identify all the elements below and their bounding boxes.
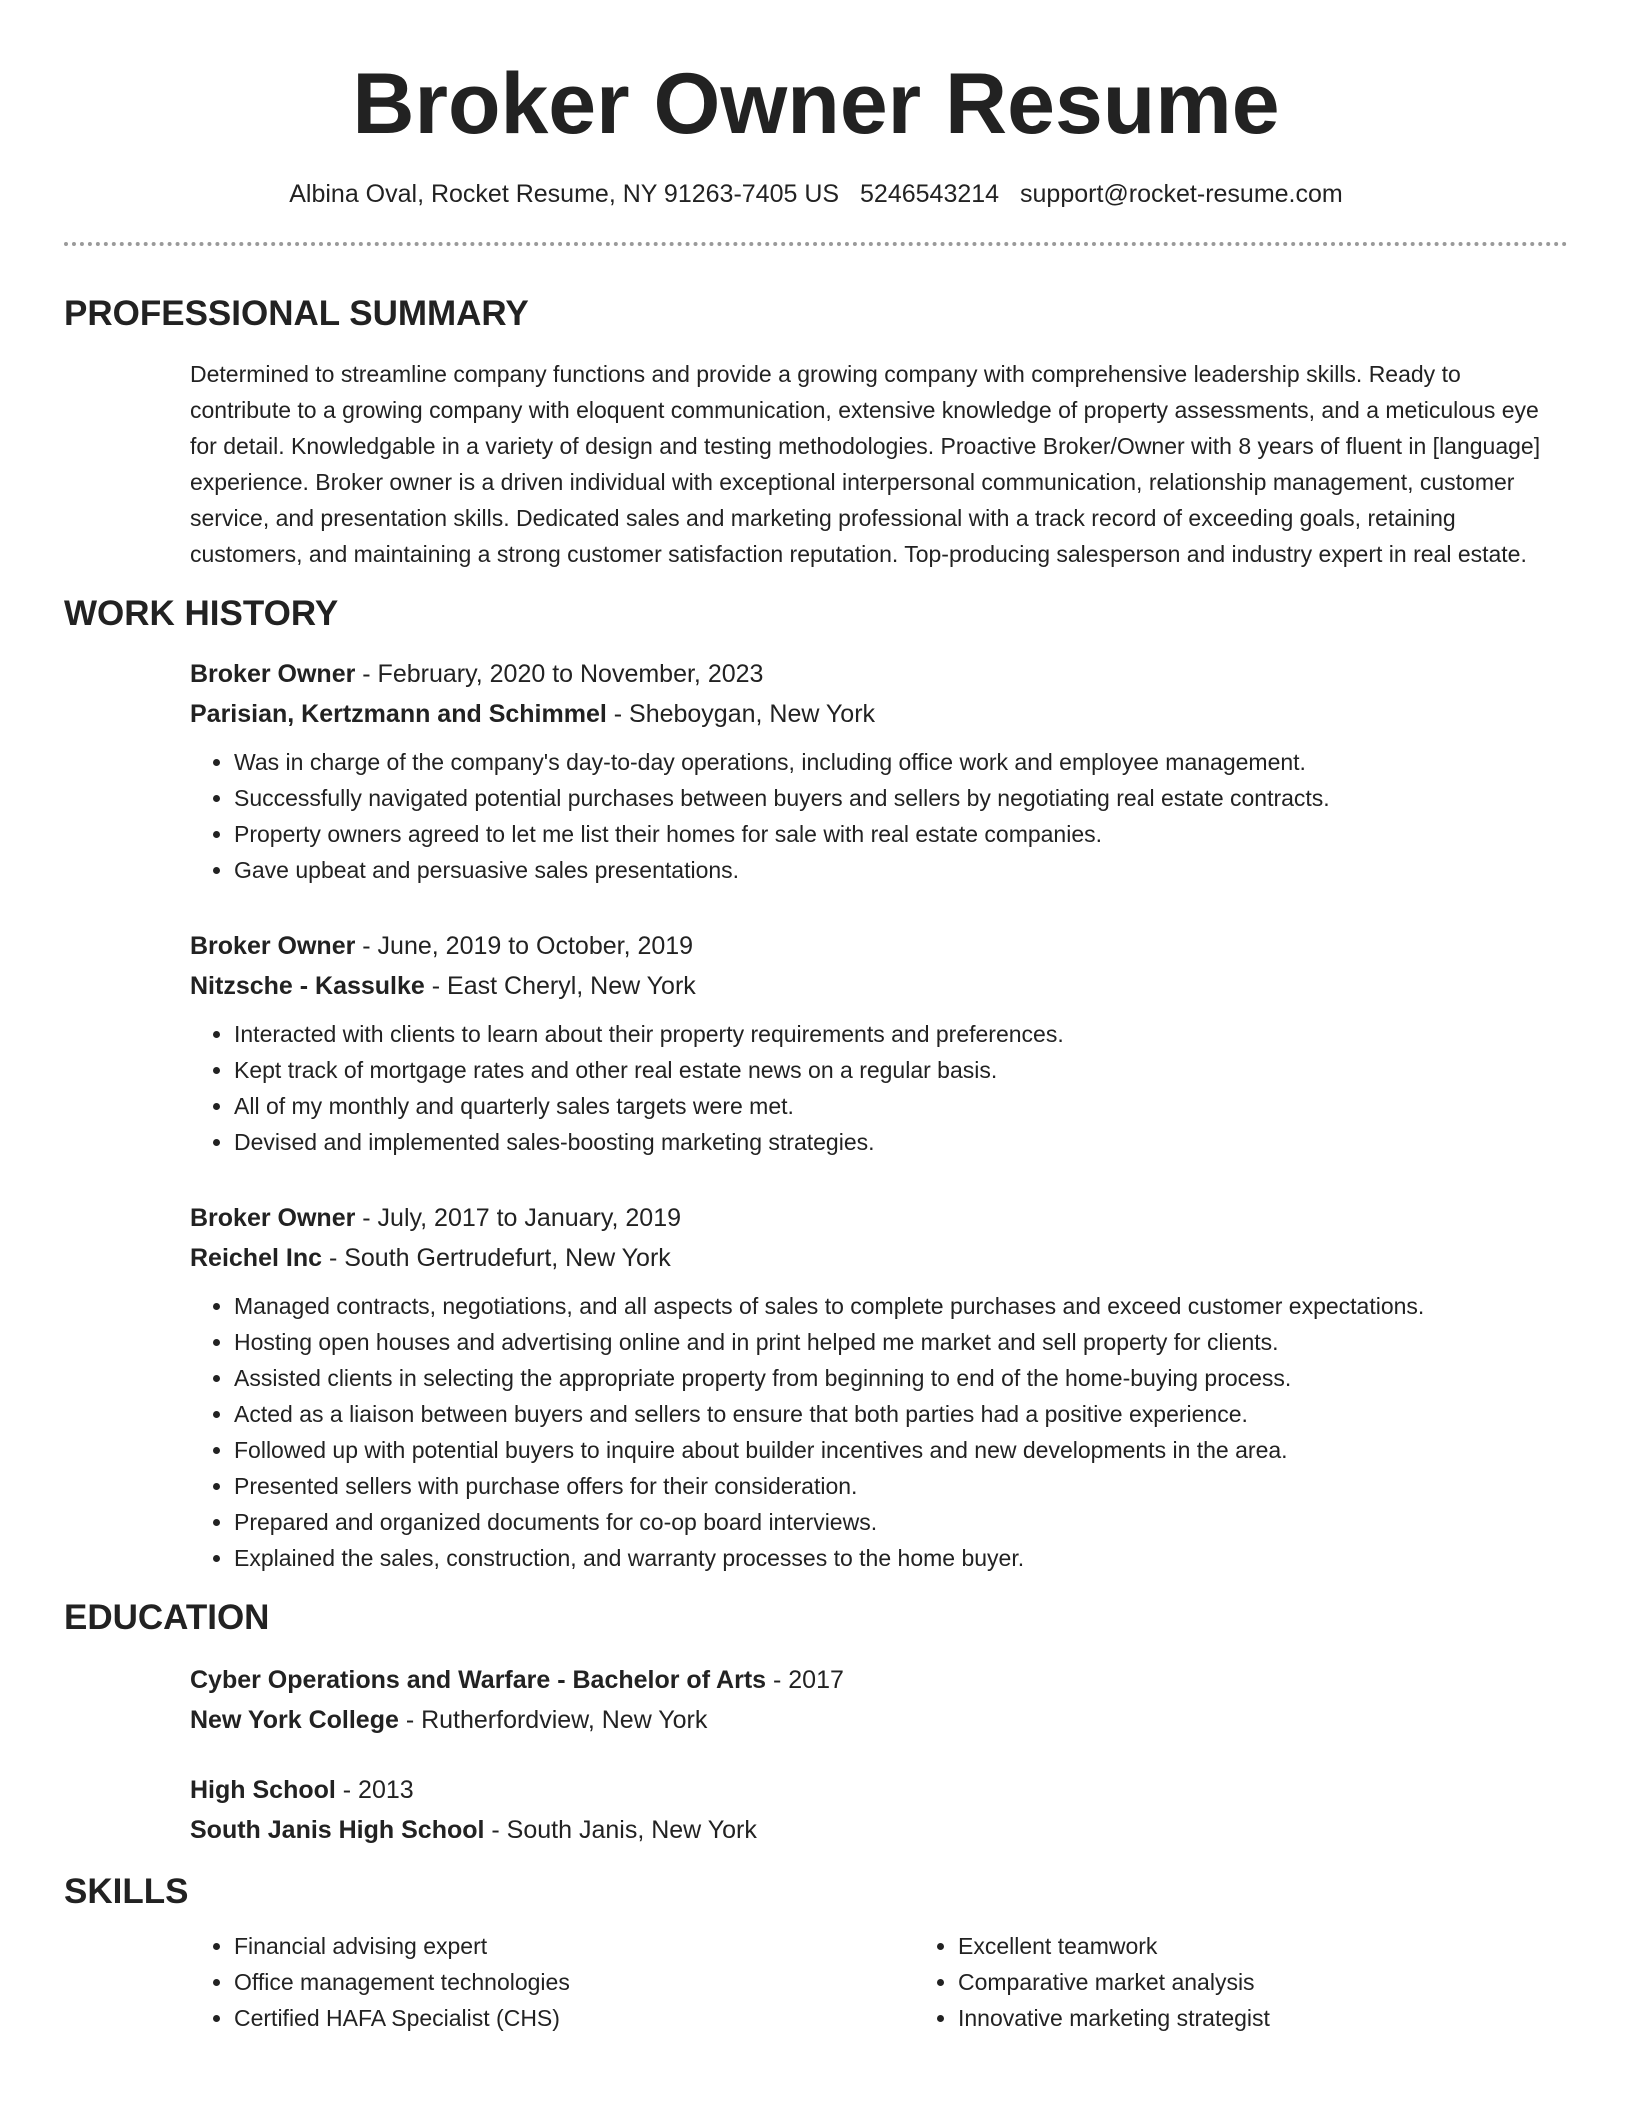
job-bullet: • Managed contracts, negotiations, and all aspects of sales to complete purchases and exceed customer expectations. <box>234 1288 1568 1324</box>
job-bullet: • Prepared and organized documents for co-op board interviews. <box>234 1504 1568 1540</box>
job-entry <box>190 654 1568 888</box>
education-location: - Rutherfordview, New York <box>398 1706 708 1734</box>
skills-list-right <box>914 1928 1568 2036</box>
education-degree-line <box>190 1660 1568 1700</box>
contact-email[interactable]: support@rocket-resume.com <box>1020 180 1343 208</box>
header-divider <box>64 242 1568 246</box>
education-entry <box>190 1770 1568 1850</box>
skill-item: • Excellent teamwork <box>958 1928 1568 1964</box>
education-school-line <box>190 1810 1568 1850</box>
contact-address: Albina Oval, Rocket Resume, NY 91263-7405 US <box>289 180 840 208</box>
job-bullet: • Explained the sales, construction, and warranty processes to the home buyer. <box>234 1540 1568 1576</box>
skills-columns <box>190 1928 1568 2036</box>
job-company: Parisian, Kertzmann and Schimmel <box>190 700 607 728</box>
skills-heading: SKILLS <box>64 1872 189 1911</box>
job-bullet: • Was in charge of the company's day-to-day operations, including office work and employee management. <box>234 744 1568 780</box>
job-bullet: • Followed up with potential buyers to inquire about builder incentives and new developments in the area. <box>234 1432 1568 1468</box>
job-bullet: • Property owners agreed to let me list their homes for sale with real estate companies. <box>234 816 1568 852</box>
job-location: - East Cheryl, New York <box>424 972 696 1000</box>
skill-item: • Comparative market analysis <box>958 1964 1568 2000</box>
job-company: Nitzsche - Kassulke <box>190 972 425 1000</box>
job-bullet: • Successfully navigated potential purchases between buyers and sellers by negotiating real estate contracts. <box>234 780 1568 816</box>
job-entry <box>190 926 1568 1160</box>
job-bullet: • Devised and implemented sales-boosting marketing strategies. <box>234 1124 1568 1160</box>
skill-item: • Office management technologies <box>234 1964 914 2000</box>
summary-text: Determined to streamline company functions and provide a growing company with comprehensive leadership skills. Ready to contribute to a growing company with eloquent communication, extensive knowledge of property assessments, and a meticulous eye for detail. Knowledgable in a variety of design and testing methodologies. Proactive Broker/Owner with 8 years of fluent in [language] experience. Broker owner is a driven individual with exceptional interpersonal communication, relationship management, customer service, and presentation skills. Dedicated sales and marketing professional with a track record of exceeding goals, retaining customers, and maintaining a strong customer satisfaction reputation. Top-producing salesperson and industry expert in real estate. <box>190 361 1541 567</box>
job-bullet: • Interacted with clients to learn about their property requirements and preferences. <box>234 1016 1568 1052</box>
job-bullet-list <box>190 1288 1568 1576</box>
job-bullet: • Hosting open houses and advertising online and in print helped me market and sell property for clients. <box>234 1324 1568 1360</box>
education-entry <box>190 1660 1568 1740</box>
job-bullet: • Kept track of mortgage rates and other real estate news on a regular basis. <box>234 1052 1568 1088</box>
job-bullet: • Assisted clients in selecting the appropriate property from beginning to end of the home-buying process. <box>234 1360 1568 1396</box>
job-title-line <box>190 654 1568 694</box>
job-company: Reichel Inc <box>190 1244 322 1272</box>
skills-list-left <box>190 1928 914 2036</box>
job-company-line <box>190 966 1568 1006</box>
education-school-line <box>190 1700 1568 1740</box>
skill-item: • Financial advising expert <box>234 1928 914 1964</box>
education-school: South Janis High School <box>190 1816 485 1844</box>
job-title: Broker Owner <box>190 660 356 688</box>
education-degree-line <box>190 1770 1568 1810</box>
job-dates: - July, 2017 to January, 2019 <box>355 1204 682 1232</box>
job-entry <box>190 1198 1568 1576</box>
job-bullet-list <box>190 744 1568 888</box>
job-bullet: • Acted as a liaison between buyers and sellers to ensure that both parties had a positive experience. <box>234 1396 1568 1432</box>
education-location: - South Janis, New York <box>484 1816 757 1844</box>
education-degree: High School <box>190 1776 336 1804</box>
job-bullet: • Presented sellers with purchase offers for their consideration. <box>234 1468 1568 1504</box>
job-title-line <box>190 1198 1568 1238</box>
contact-line <box>0 178 1632 210</box>
job-dates: - June, 2019 to October, 2019 <box>355 932 694 960</box>
job-location: - Sheboygan, New York <box>606 700 876 728</box>
job-location: - South Gertrudefurt, New York <box>322 1244 671 1272</box>
job-dates: - February, 2020 to November, 2023 <box>355 660 764 688</box>
summary-heading: PROFESSIONAL SUMMARY <box>64 294 529 333</box>
education-year: - 2017 <box>766 1666 844 1694</box>
job-title: Broker Owner <box>190 1204 356 1232</box>
education-year: - 2013 <box>335 1776 414 1804</box>
job-title: Broker Owner <box>190 932 356 960</box>
job-bullet-list <box>190 1016 1568 1160</box>
job-company-line <box>190 1238 1568 1278</box>
job-title-line <box>190 926 1568 966</box>
work-history-heading: WORK HISTORY <box>64 594 339 633</box>
skill-item: • Certified HAFA Specialist (CHS) <box>234 2000 914 2036</box>
education-degree: Cyber Operations and Warfare - Bachelor of Arts <box>190 1666 767 1694</box>
skill-item: • Innovative marketing strategist <box>958 2000 1568 2036</box>
job-company-line <box>190 694 1568 734</box>
job-bullet: • Gave upbeat and persuasive sales presentations. <box>234 852 1568 888</box>
education-school: New York College <box>190 1706 399 1734</box>
contact-phone: 5246543214 <box>860 180 1000 208</box>
job-bullet: • All of my monthly and quarterly sales targets were met. <box>234 1088 1568 1124</box>
education-heading: EDUCATION <box>64 1598 270 1637</box>
resume-title: Broker Owner Resume <box>352 56 1280 152</box>
